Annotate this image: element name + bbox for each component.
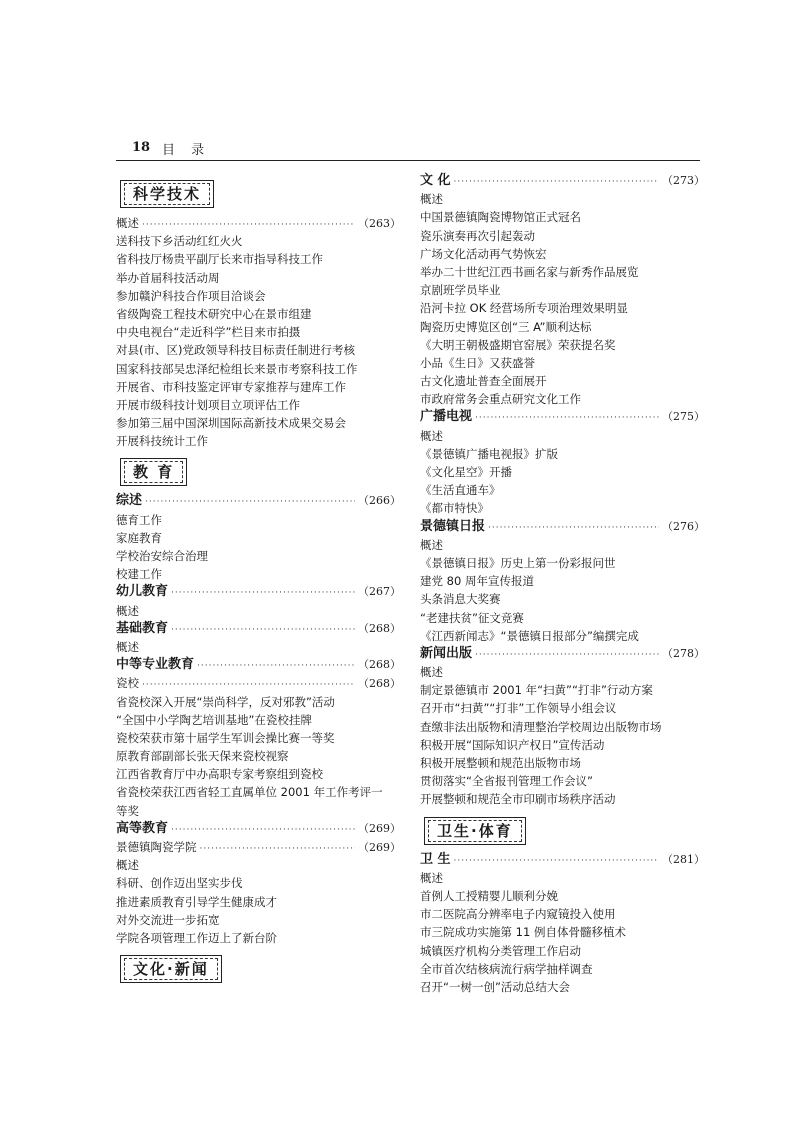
toc-entry[interactable] <box>116 674 401 692</box>
toc-item[interactable]: 中央电视台“走近科学”栏目来市拍摄 <box>116 325 301 340</box>
toc-entry-title: 景德镇陶瓷学院 <box>116 840 197 854</box>
dot-leader <box>171 584 355 602</box>
toc-item[interactable]: 《景德镇日报》历史上第一份彩报问世 <box>420 555 616 570</box>
toc-entry-title: 概述 <box>116 216 139 230</box>
toc-page-number: （273） <box>662 174 705 187</box>
toc-subsection-entry[interactable] <box>420 851 705 869</box>
toc-item[interactable]: 概述 <box>420 537 443 552</box>
toc-subsection-entry[interactable] <box>420 408 705 426</box>
toc-entry-title: 文 化 <box>420 173 451 188</box>
toc-page-number: （268） <box>358 677 401 691</box>
toc-entry-title: 卫 生 <box>420 851 451 867</box>
toc-item[interactable]: 概述 <box>420 870 443 885</box>
toc-item[interactable]: “老建扶贫”征文竞赛 <box>420 610 524 625</box>
toc-item[interactable]: 贯彻落实“全省报刊管理工作会议” <box>420 774 593 789</box>
dot-leader <box>488 519 659 537</box>
section-heading-label: 文化·新闻 <box>124 958 218 980</box>
toc-item[interactable]: 举办二十世纪江西书画名家与新秀作品展览 <box>420 264 639 279</box>
dot-leader <box>454 852 659 870</box>
toc-page-number: （275） <box>662 410 705 424</box>
toc-item[interactable]: 《文化星空》开播 <box>420 465 512 479</box>
page-number: 18 <box>132 140 151 155</box>
toc-page-number: （269） <box>358 821 401 835</box>
section-heading <box>424 817 526 845</box>
toc-subsection-entry[interactable] <box>420 645 705 663</box>
toc-subsection-entry[interactable] <box>420 518 705 536</box>
toc-item[interactable]: 城镇医疗机构分类管理工作启动 <box>420 943 581 958</box>
toc-item[interactable]: 送科技下乡活动红红火火 <box>116 234 243 249</box>
dot-leader <box>197 657 355 675</box>
toc-item[interactable]: 中国景德镇陶瓷博物馆正式冠名 <box>420 210 581 225</box>
toc-entry-title: 新闻出版 <box>420 645 473 661</box>
toc-item[interactable]: 开展市级科技计划项目立项评估工作 <box>116 397 300 412</box>
toc-entry-title: 瓷校 <box>116 676 139 691</box>
toc-page-number: （276） <box>662 519 705 533</box>
toc-item[interactable]: 省级陶瓷工程技术研究中心在景市组建 <box>116 306 312 321</box>
toc-item[interactable]: 《江西新闻志》“景德镇日报部分”编撰完成 <box>420 628 639 643</box>
toc-entry-title: 中等专业教育 <box>116 657 195 673</box>
toc-item[interactable]: 学院各项管理工作迈上了新台阶 <box>116 930 277 945</box>
toc-subsection-entry[interactable] <box>116 820 401 838</box>
toc-entry[interactable] <box>116 214 401 232</box>
toc-item[interactable]: 召开“一树一创”活动总结大会 <box>420 979 570 994</box>
dot-leader <box>142 676 355 694</box>
toc-item[interactable]: 《生活直通车》 <box>420 483 501 498</box>
page-header <box>116 138 700 161</box>
section-heading-label: 卫生·体育 <box>428 820 522 842</box>
toc-item[interactable]: 小品《生日》又获盛誉 <box>420 355 535 370</box>
toc-item[interactable]: 沿河卡拉 OK 经营场所专项治理效果明显 <box>420 301 628 316</box>
toc-item[interactable]: 德育工作 <box>116 512 162 527</box>
dot-leader <box>454 173 659 191</box>
toc-item[interactable]: 建党 80 周年宣传报道 <box>420 574 534 589</box>
toc-item[interactable]: 首例人工授精婴儿顺利分娩 <box>420 888 558 903</box>
section-heading <box>120 955 222 983</box>
toc-entry-title: 广播电视 <box>420 409 473 425</box>
toc-item[interactable]: 家庭教育 <box>116 530 162 545</box>
toc-item[interactable]: 市政府常务会重点研究文化工作 <box>420 392 581 407</box>
toc-left-column <box>116 172 401 989</box>
dot-leader <box>200 840 356 858</box>
toc-item[interactable]: 陶瓷历史博览区创“三 A”顺利达标 <box>420 319 592 334</box>
toc-entry-title: 高等教育 <box>116 820 169 836</box>
toc-item[interactable]: 校建工作 <box>116 567 162 582</box>
toc-item[interactable]: 广场文化活动再气势恢宏 <box>420 246 547 261</box>
toc-item[interactable]: 概述 <box>116 603 139 618</box>
toc-item[interactable]: “全国中小学陶艺培训基地”在瓷校挂牌 <box>116 712 312 727</box>
toc-item[interactable]: 开展科技统计工作 <box>116 434 208 449</box>
toc-item[interactable]: 对外交流进一步拓宽 <box>116 912 220 927</box>
dot-leader <box>171 621 355 639</box>
toc-item[interactable]: 制定景德镇市 2001 年“扫黄”“打非”行动方案 <box>420 683 653 698</box>
toc-item[interactable]: 省瓷校深入开展“崇尚科学，反对邪教”活动 <box>116 694 335 709</box>
toc-item[interactable]: 概述 <box>420 192 443 207</box>
toc-item[interactable]: 开展整顿和规范全市印刷市场秩序活动 <box>420 792 616 807</box>
toc-item[interactable]: 头条消息大奖赛 <box>420 592 501 607</box>
toc-item[interactable]: 举办首届科技活动周 <box>116 270 220 285</box>
dot-leader <box>171 821 355 839</box>
toc-subsection-entry[interactable] <box>420 172 705 190</box>
toc-item[interactable]: 原教育部副部长张天保来瓷校视察 <box>116 749 289 764</box>
toc-subsection-entry[interactable] <box>116 583 401 601</box>
toc-page-number: （269） <box>358 841 401 854</box>
toc-item[interactable]: 对县(市、区)党政领导科技目标责任制进行考核 <box>116 343 355 358</box>
toc-item[interactable]: 参加赣沪科技合作项目洽谈会 <box>116 288 266 303</box>
toc-item[interactable]: 市三院成功实施第 11 例自体骨髓移植术 <box>420 925 626 940</box>
toc-item[interactable]: 省瓷校荣获江西省轻工直属单位 2001 年工作考评一 <box>116 785 383 800</box>
toc-item[interactable]: 概述 <box>116 639 139 654</box>
toc-item[interactable]: 市二医院高分辨率电子内窥镜投入使用 <box>420 907 616 922</box>
dot-leader <box>475 409 659 427</box>
toc-item[interactable]: 召开市“扫黄”“打非”工作领导小组会议 <box>420 701 617 716</box>
toc-item[interactable]: 积极开展“国际知识产权日”宣传活动 <box>420 737 605 752</box>
section-heading <box>120 180 214 208</box>
toc-item[interactable]: 《景德镇广播电视报》扩版 <box>420 446 558 461</box>
toc-subsection-entry[interactable] <box>116 620 401 638</box>
toc-item[interactable]: 等奖 <box>116 803 139 818</box>
toc-item[interactable]: 积极开展整顿和规范出版物市场 <box>420 756 581 770</box>
toc-item[interactable]: 国家科技部吴忠泽纪检组长来景市考察科技工作 <box>116 361 358 376</box>
toc-item[interactable]: 江西省教育厅中办高职专家考察组到瓷校 <box>116 767 323 782</box>
toc-page-number: （266） <box>358 494 401 508</box>
toc-item[interactable]: 瓷校荣获市第十届学生军训会操比赛一等奖 <box>116 730 335 745</box>
section-heading <box>120 458 187 486</box>
page-title: 目 录 <box>162 143 211 158</box>
toc-item[interactable]: 《都市特快》 <box>420 501 489 516</box>
toc-item[interactable]: 《大明王朝极盛期官窑展》荣获提名奖 <box>420 337 616 352</box>
dot-leader <box>145 493 355 511</box>
toc-subsection-entry[interactable] <box>116 492 401 510</box>
toc-entry-title: 景德镇日报 <box>420 518 486 534</box>
toc-page-number: （268） <box>358 621 401 635</box>
toc-item[interactable]: 学校治安综合治理 <box>116 549 208 563</box>
toc-item[interactable]: 科研、创作迈出坚实步伐 <box>116 876 243 891</box>
toc-item[interactable]: 概述 <box>420 665 443 680</box>
toc-item[interactable]: 古文化遗址普查全面展开 <box>420 374 547 389</box>
toc-item[interactable]: 概述 <box>116 858 139 873</box>
toc-entry[interactable] <box>116 838 401 856</box>
toc-right-column <box>420 172 705 996</box>
toc-page-number: （268） <box>358 658 401 672</box>
section-heading-label: 科学技术 <box>124 183 210 205</box>
toc-page-number: （267） <box>358 585 401 599</box>
toc-page-number: （281） <box>662 852 705 866</box>
toc-entry-title: 综述 <box>116 493 143 509</box>
dot-leader <box>475 646 659 664</box>
toc-item[interactable]: 推进素质教育引导学生健康成才 <box>116 894 277 909</box>
toc-item[interactable]: 查缴非法出版物和清理整治学校周边出版物市场 <box>420 719 662 734</box>
toc-item[interactable]: 全市首次结核病流行病学抽样调查 <box>420 961 593 976</box>
toc-item[interactable]: 开展省、市科技鉴定评审专家推荐与建库工作 <box>116 379 346 394</box>
toc-item[interactable]: 参加第三届中国深圳国际高新技术成果交易会 <box>116 416 346 431</box>
section-heading-label: 教 育 <box>124 461 183 483</box>
toc-item[interactable]: 概述 <box>420 428 443 443</box>
toc-item[interactable]: 瓷乐演奏再次引起轰动 <box>420 228 535 243</box>
toc-item[interactable]: 京剧班学员毕业 <box>420 283 501 298</box>
toc-subsection-entry[interactable] <box>116 656 401 674</box>
toc-page-number: （263） <box>358 217 401 230</box>
toc-page-number: （278） <box>662 646 705 660</box>
toc-entry-title: 幼儿教育 <box>116 584 169 600</box>
toc-item[interactable]: 省科技厅杨贵平副厅长来市指导科技工作 <box>116 252 323 267</box>
toc-entry-title: 基础教育 <box>116 620 169 636</box>
